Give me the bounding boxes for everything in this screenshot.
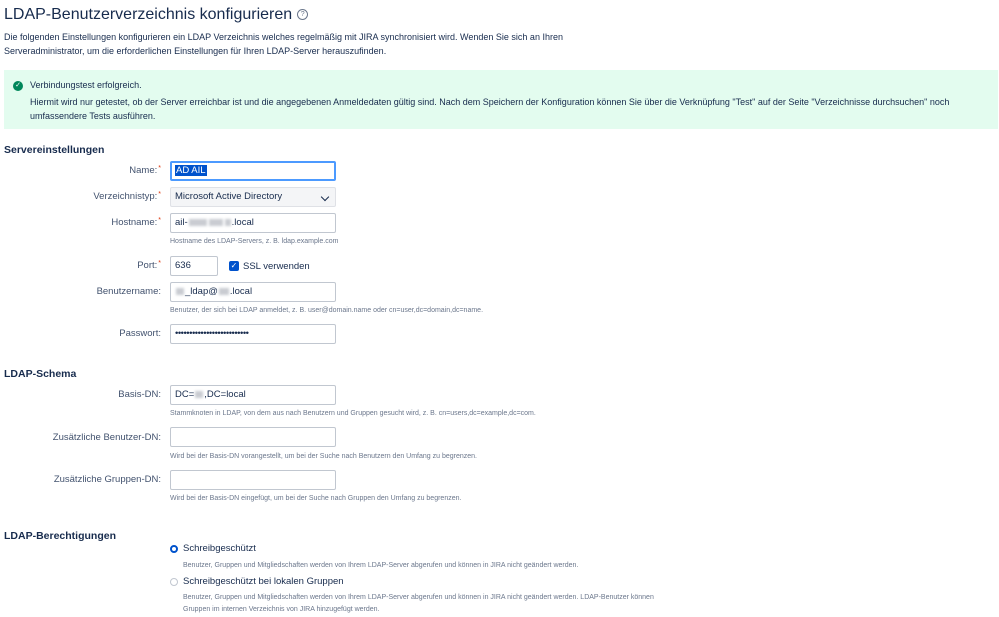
chevron-down-icon — [321, 193, 329, 201]
directory-type-select[interactable] — [170, 187, 336, 207]
base-dn-prefix: DC= — [175, 389, 195, 400]
user-dn-label: Zusätzliche Benutzer-DN: — [52, 432, 161, 443]
page-title-text: LDAP-Benutzerverzeichnis konfigurieren — [4, 6, 293, 23]
radio-read-only-local-groups[interactable] — [170, 578, 178, 586]
username-field[interactable] — [170, 282, 336, 302]
radio-read-only[interactable] — [170, 545, 178, 553]
radio-read-only-local-groups-label: Schreibgeschützt bei lokalen Gruppen — [183, 576, 344, 587]
group-dn-help: Wird bei der Basis-DN eingefügt, um bei der Suche nach Gruppen den Umfang zu begrenzen. — [170, 495, 462, 502]
radio-read-only-label: Schreibgeschützt — [183, 543, 256, 554]
username-label: Benutzername: — [96, 286, 161, 297]
page-title — [4, 6, 308, 24]
directory-type-value: Microsoft Active Directory — [175, 191, 283, 202]
intro-text: Die folgenden Einstellungen konfigurieren ein LDAP Verzeichnis welches regelmäßig mit JIRA synchronisiert wird. Wenden Sie sich an Ihren Serveradministrator, um die erforderlichen Einstellungen für Ihren LDAP-Server herauszufinden. — [4, 32, 563, 56]
base-dn-suffix: ,DC=local — [204, 389, 246, 400]
radio-read-only-help: Benutzer, Gruppen und Mitgliedschaften werden von Ihrem LDAP-Server abgerufen und können in JIRA nicht geändert werden. — [183, 562, 579, 569]
password-field[interactable]: •••••••••••••••••••••••••• — [170, 324, 336, 344]
user-dn-help: Wird bei der Basis-DN vorangestellt, um bei der Suche nach Benutzern den Umfang zu begrenzen. — [170, 453, 477, 460]
section-schema-heading: LDAP-Schema — [4, 368, 77, 380]
success-message — [4, 70, 998, 129]
name-value: AD AIL — [176, 165, 206, 176]
section-server-heading: Servereinstellungen — [4, 144, 105, 156]
ssl-label: SSL verwenden — [243, 261, 310, 272]
name-label: Name:* — [129, 165, 161, 176]
port-field[interactable]: 636 — [170, 256, 218, 276]
radio-read-only-local-groups-help: Benutzer, Gruppen und Mitgliedschaften werden von Ihrem LDAP-Server abgerufen und können in JIRA nicht geändert werden. LDAP-Benutzer können Gruppen im internen Verzeichnis von JIRA hinzugefügt werden. — [183, 594, 654, 613]
check-circle-icon: ✓ — [13, 81, 23, 91]
base-dn-field[interactable] — [170, 385, 336, 405]
hostname-help: Hostname des LDAP-Servers, z. B. ldap.example.com — [170, 238, 339, 245]
group-dn-label: Zusätzliche Gruppen-DN: — [53, 474, 161, 485]
port-label: Port:* — [137, 260, 161, 271]
group-dn-field[interactable] — [170, 470, 336, 490]
success-headline: Verbindungstest erfolgreich. — [30, 80, 142, 90]
username-middle: _ldap@ — [185, 286, 218, 297]
success-detail: Hiermit wird nur getestet, ob der Server erreichbar ist und die angegebenen Anmeldedaten gültig sind. Nach dem Speichern der Konfiguration können Sie über die Verknüpfung "Test" auf der Seite "Verzeichnisse durchsuchen" noch umfassendere Tests ausführen. — [30, 97, 950, 121]
section-permissions-heading: LDAP-Berechtigungen — [4, 530, 117, 542]
ssl-checkbox[interactable]: ✓ — [230, 261, 238, 270]
hostname-prefix: ail- — [175, 217, 188, 228]
hostname-field[interactable] — [170, 213, 336, 233]
type-label: Verzeichnistyp:* — [93, 191, 161, 202]
username-suffix: .local — [229, 286, 253, 297]
help-icon[interactable]: ? — [297, 9, 308, 20]
base-dn-label: Basis-DN: — [118, 389, 161, 400]
hostname-label: Hostname:* — [111, 217, 161, 228]
username-help: Benutzer, der sich bei LDAP anmeldet, z. B. user@domain.name oder cn=user,dc=domain,dc=name. — [170, 307, 484, 314]
name-field[interactable] — [170, 161, 336, 181]
base-dn-help: Stammknoten in LDAP, von dem aus nach Benutzern und Gruppen gesucht wird, z. B. cn=users,dc=example,dc=com. — [170, 410, 536, 417]
password-label: Passwort: — [119, 328, 161, 339]
user-dn-field[interactable] — [170, 427, 336, 447]
hostname-suffix: .local — [231, 217, 254, 228]
